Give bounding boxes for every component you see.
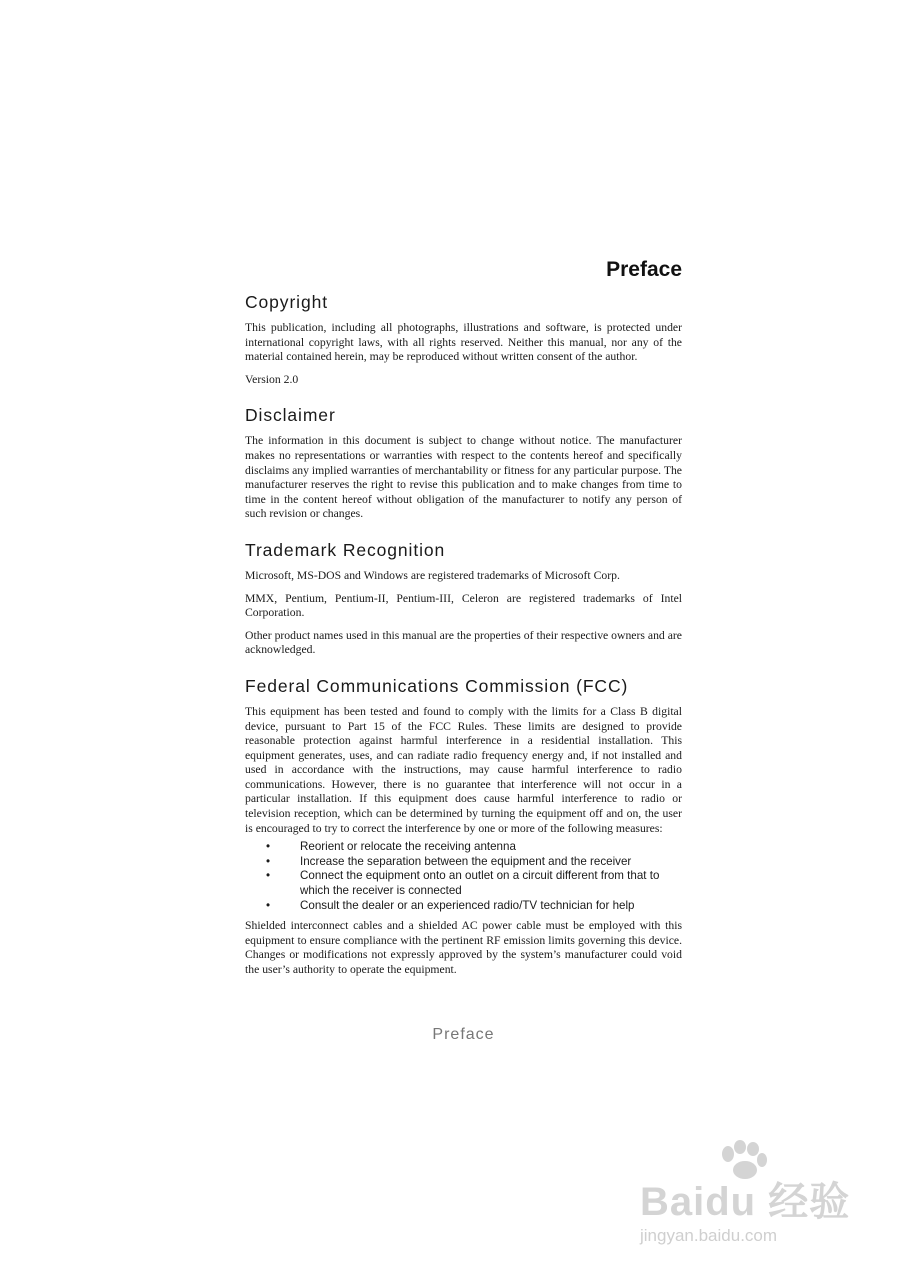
list-item — [245, 869, 682, 898]
baidu-watermark — [640, 1140, 860, 1260]
list-item-text: Connect the equipment onto an outlet on a circuit different from that to which the receiver is connected — [300, 869, 660, 898]
document-page — [245, 258, 682, 986]
fcc-closing: Shielded interconnect cables and a shielded AC power cable must be employed with this equipment to ensure compliance with the pertinent RF emission limits governing this device. Changes or modifications not expressly approved by the system’s manufacturer could void the user’s authority to operate the equipment. — [245, 919, 682, 976]
list-item — [245, 899, 682, 914]
disclaimer-heading: Disclaimer — [245, 405, 336, 426]
watermark-logo: Baidu 经验 — [640, 1180, 851, 1224]
list-item-text: Increase the separation between the equipment and the receiver — [300, 854, 632, 868]
fcc-measures-list — [245, 840, 682, 913]
bullet-icon: • — [266, 898, 271, 912]
list-item — [245, 855, 682, 870]
fcc-body: This equipment has been tested and found to comply with the limits for a Class B digital device, pursuant to Part 15 of the FCC Rules. These limits are designed to provide reasonable protection against harmful interference in a residential installation. This equipment generates, uses, and can radiate radio frequency energy and, if not installed and used in accordance with the instructions, may cause harmful interference to radio communications. However, there is no guarantee that interference will not occur in a particular installation. If this equipment does cause harmful interference to radio or television reception, which can be determined by turning the equipment off and on, the user is encouraged to try to correct the interference by one or more of the following measures: — [245, 704, 682, 835]
trademark-paragraph-3: Other product names used in this manual are the properties of their respective owners and are acknowledged. — [245, 628, 682, 657]
disclaimer-body: The information in this document is subject to change without notice. The manufacturer makes no representations or warranties with respect to the contents hereof and specifically disclaims any implied warranties of merchantability or fitness for any particular purpose. The manufacturer reserves the right to revise this publication and to make changes from time to time in the content hereof without obligation of the manufacturer to notify any person of such revision or changes. — [245, 434, 682, 521]
bullet-icon: • — [266, 840, 271, 854]
copyright-body: This publication, including all photographs, illustrations and software, is protected under international copyright laws, with all rights reserved. Neither this manual, nor any of the material contained herein, may be reproduced without written consent of the author. — [245, 321, 682, 364]
watermark-url: jingyan.baidu.com — [640, 1226, 778, 1245]
bullet-icon: • — [266, 854, 271, 868]
trademark-heading: Trademark Recognition — [245, 539, 446, 560]
page-footer: Preface — [432, 1026, 495, 1043]
trademark-paragraph-1: Microsoft, MS-DOS and Windows are registered trademarks of Microsoft Corp. — [245, 568, 620, 582]
list-item-text: Reorient or relocate the receiving antenna — [300, 840, 516, 854]
fcc-heading: Federal Communications Commission (FCC) — [245, 675, 629, 696]
list-item — [245, 840, 682, 855]
version-text: Version 2.0 — [245, 372, 299, 386]
trademark-paragraph-2: MMX, Pentium, Pentium-II, Pentium-III, Celeron are registered trademarks of Intel Corporation. — [245, 591, 682, 620]
page-title: Preface — [606, 258, 682, 281]
list-item-text: Consult the dealer or an experienced radio/TV technician for help — [300, 898, 635, 912]
copyright-heading: Copyright — [245, 292, 328, 312]
bullet-icon: • — [266, 869, 271, 883]
